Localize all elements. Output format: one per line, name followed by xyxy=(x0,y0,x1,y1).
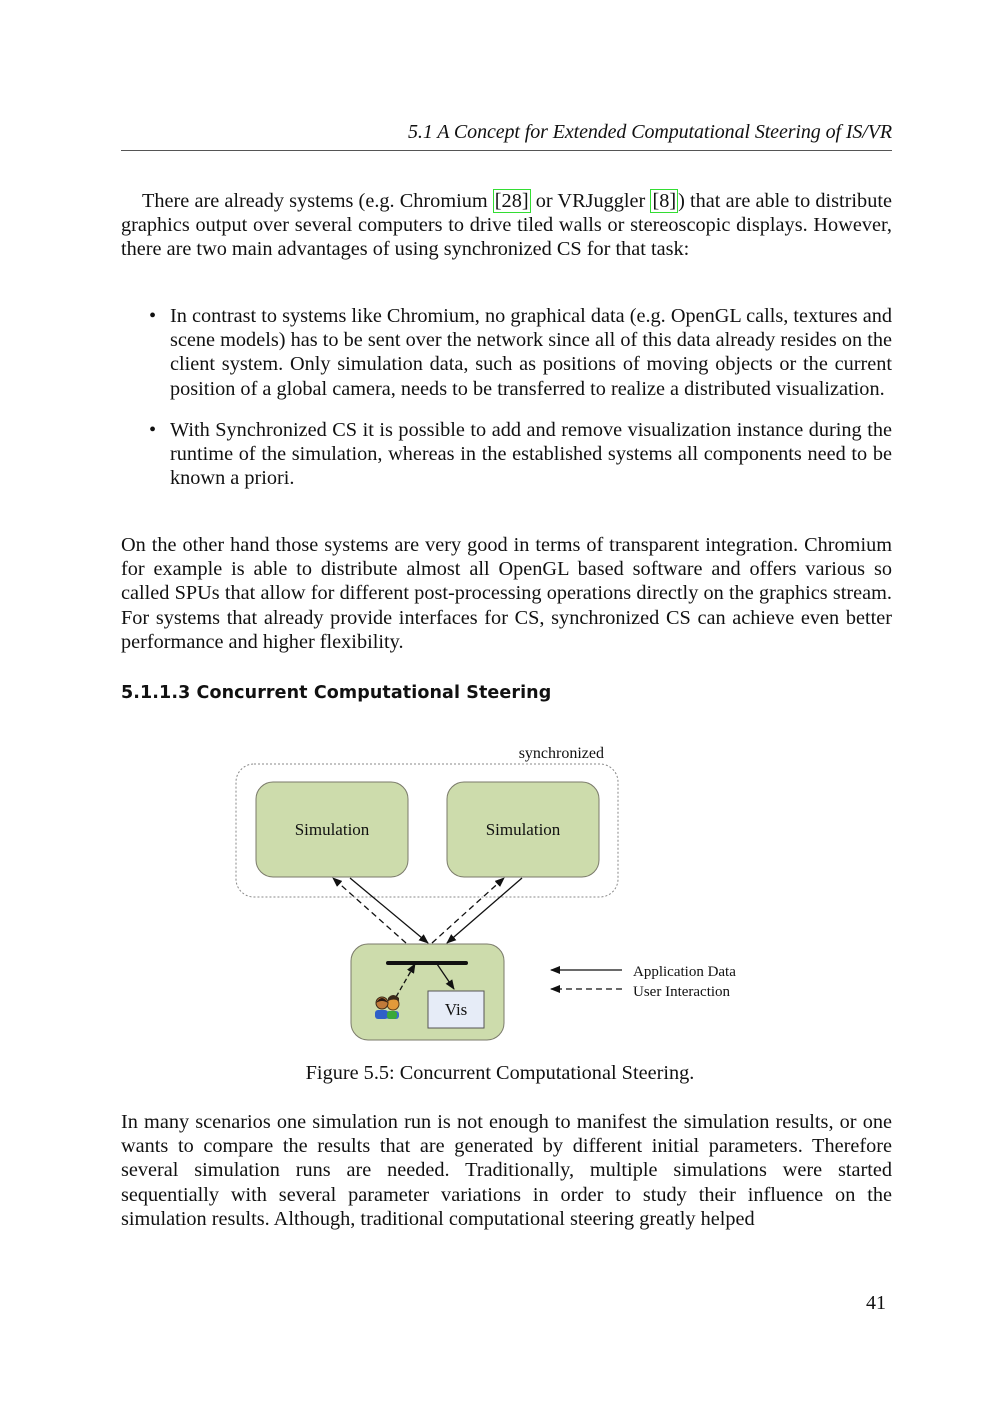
synchronized-label: synchronized xyxy=(518,745,604,762)
user-interaction-arrow-right xyxy=(432,878,504,943)
citation-link-28[interactable]: [28] xyxy=(494,190,529,212)
citation-link-8[interactable]: [8] xyxy=(652,190,677,212)
paragraph-text: or VRJuggler xyxy=(530,190,651,212)
list-item-text: In contrast to systems like Chromium, no graphical data (e.g. OpenGL calls, textures and scene models) has to be sent over the network since all of this data already resides on the client system. Only simulation data, such as positions of moving objects or the current position of a global camera, needs to be transferred to realize a distributed visualization. xyxy=(170,305,892,400)
paragraph-intro xyxy=(121,189,892,262)
section-heading: 5.1.1.3 Concurrent Computational Steering xyxy=(121,683,552,703)
list-item xyxy=(121,304,892,401)
bullet-icon: • xyxy=(149,305,157,327)
advantages-list xyxy=(121,304,892,507)
concurrent-steering-figure xyxy=(230,735,770,1050)
legend-application-data: Application Data xyxy=(633,964,736,980)
user-interaction-arrow-left xyxy=(333,878,406,943)
paragraph-integration: On the other hand those systems are very good in terms of transparent integration. Chromium for example is able to distribute almost all OpenGL based software and offers various so called SPUs that allow for different post-processing operations directly on the graphics stream. For systems that already provide interfaces for CS, synchronized CS can achieve even better performance and higher flexibility. xyxy=(121,534,892,653)
running-header xyxy=(121,120,892,151)
paragraph-text: There are already systems (e.g. Chromium xyxy=(142,190,493,212)
list-item-text: With Synchronized CS it is possible to add and remove visualization instance during the runtime of the simulation, whereas in the established systems all components need to be known a priori. xyxy=(170,418,892,490)
legend-user-interaction: User Interaction xyxy=(633,984,731,1000)
page-number: 41 xyxy=(866,1292,886,1314)
figure-caption: Figure 5.5: Concurrent Computational Steering. xyxy=(305,1062,695,1084)
list-item xyxy=(121,418,892,491)
simulation-left-label: Simulation xyxy=(294,820,370,839)
bullet-icon: • xyxy=(149,418,157,441)
vis-label: Vis xyxy=(444,1000,468,1019)
running-title: 5.1 A Concept for Extended Computational Steering of IS/VR xyxy=(408,121,892,143)
simulation-right-label: Simulation xyxy=(485,820,561,839)
app-data-arrow-right xyxy=(447,878,522,943)
paragraph-text: ) that are able to distribute graphics output over several computers to drive tiled walls or stereoscopic displays. However, there are two main advantages of using synchronized CS for that task: xyxy=(121,190,892,261)
paragraph-simulation-runs: In many scenarios one simulation run is not enough to manifest the simulation results, or one wants to compare the results that are generated by different initial parameters. Therefore several simulation runs are needed. Traditionally, multiple simulations were started sequentially with several parameter variations in order to study their influence on the simulation results. Although, traditional computational steering greatly helped xyxy=(121,1111,892,1230)
app-data-arrow-left xyxy=(350,878,428,943)
